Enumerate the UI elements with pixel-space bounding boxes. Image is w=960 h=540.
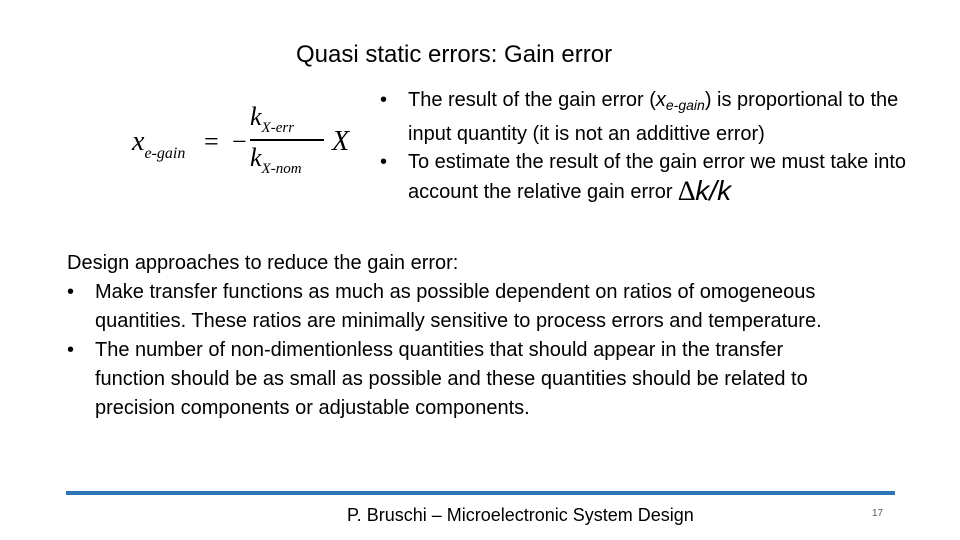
page-number: 17 xyxy=(872,508,884,519)
relative-gain-error-symbol xyxy=(678,176,731,207)
design-approaches xyxy=(67,249,827,422)
formula-den-sub: X-nom xyxy=(261,160,302,177)
formula-num-sub: X-err xyxy=(261,120,295,136)
top-bullet-1 xyxy=(380,86,920,148)
bullet-2-text: To estimate the result of the gain error we must take into account the relative gain error xyxy=(408,151,907,203)
design-bullet-1-text: Make transfer functions as much as possible dependent on ratios of omogeneous quantities. These ratios are minimally sensitive to process errors and temperature. xyxy=(95,280,822,332)
formula-equals: = xyxy=(204,127,219,156)
bullet-dot: • xyxy=(67,338,75,361)
formula-numerator xyxy=(250,102,330,137)
bullet-dot: • xyxy=(380,151,388,173)
design-bullet-2 xyxy=(67,336,827,423)
formula-fraction xyxy=(250,102,330,178)
formula-num-var: k xyxy=(250,102,262,131)
gain-error-formula xyxy=(132,100,362,190)
top-bullet-2 xyxy=(380,148,920,206)
top-bullet-list xyxy=(380,86,920,206)
footer-divider xyxy=(66,491,895,495)
formula-lhs xyxy=(132,126,185,163)
design-bullet-1 xyxy=(67,278,827,336)
formula-minus: − xyxy=(232,127,247,156)
bullet-dot: • xyxy=(67,280,75,303)
bullet-1-text-after: ) is proportional to the input quantity (it is not an addittive error) xyxy=(408,89,899,145)
bullet-1-var: x xyxy=(655,89,666,111)
formula-denominator xyxy=(250,143,330,178)
bullet-1-text-before: The result of the gain error ( xyxy=(408,89,656,111)
design-bullet-2-text: The number of non-dimentionless quantities that should appear in the transfer function should be as small as possible and these quantities should be related to precision components or adjustable components. xyxy=(95,338,808,419)
delta-k-over-k: k/k xyxy=(695,174,732,206)
bullet-1-sub: e-gain xyxy=(665,97,705,113)
formula-lhs-var: x xyxy=(132,126,145,157)
formula-rhs: X xyxy=(332,126,350,157)
formula-den-var: k xyxy=(250,142,262,172)
delta-symbol: ∆ xyxy=(678,175,696,207)
footer-text: P. Bruschi – Microelectronic System Design xyxy=(347,505,694,525)
bullet-dot: • xyxy=(380,89,388,111)
slide-title: Quasi static errors: Gain error xyxy=(296,41,613,68)
formula-lhs-sub: e-gain xyxy=(144,145,186,162)
design-heading: Design approaches to reduce the gain error: xyxy=(67,252,459,274)
fraction-bar xyxy=(250,139,324,141)
